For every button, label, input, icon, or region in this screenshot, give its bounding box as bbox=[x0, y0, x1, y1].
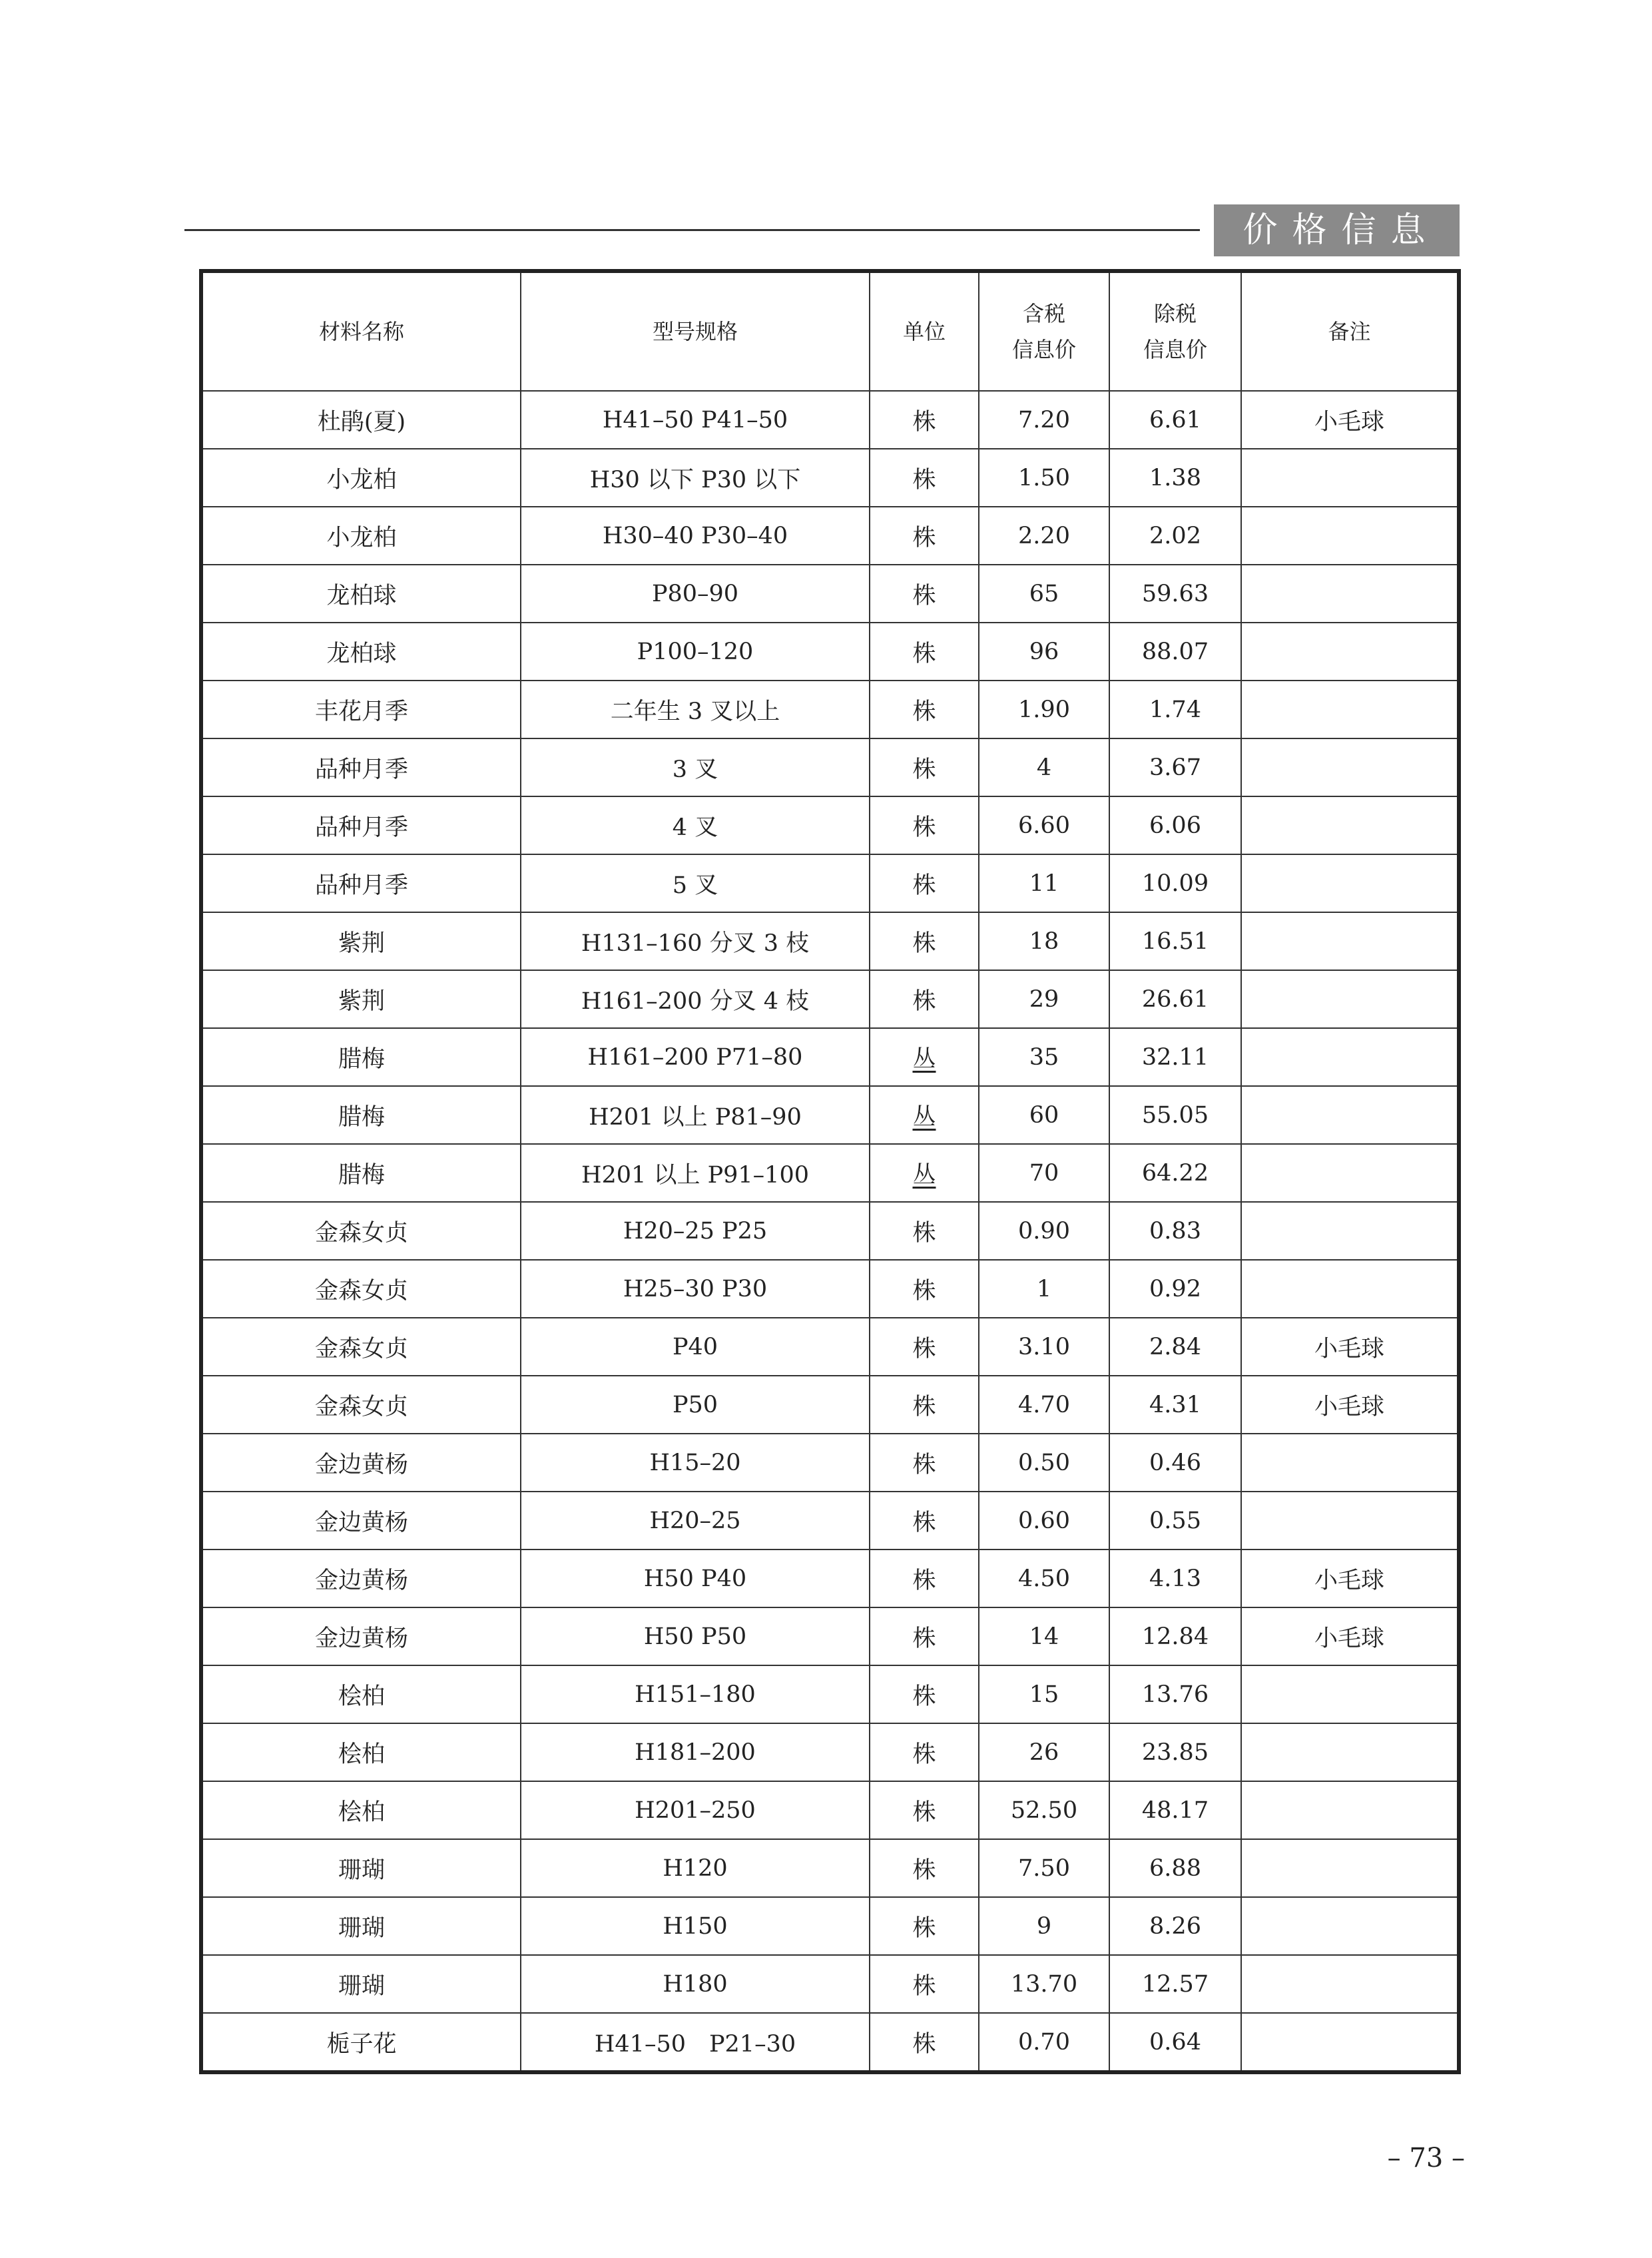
column-header-price-tax-incl bbox=[979, 271, 1109, 391]
cell-spec: H30 以下 P30 以下 bbox=[521, 449, 870, 507]
cell-name: 珊瑚 bbox=[201, 1955, 521, 2013]
table-row bbox=[201, 1665, 1459, 1723]
cell-name: 栀子花 bbox=[201, 2013, 521, 2072]
cell-unit: 丛 bbox=[870, 1086, 979, 1144]
header-rule bbox=[184, 229, 1200, 231]
cell-unit: 株 bbox=[870, 738, 979, 796]
cell-name: 金边黄杨 bbox=[201, 1492, 521, 1550]
cell-price-tax-excl: 12.84 bbox=[1109, 1607, 1241, 1665]
table-row bbox=[201, 1376, 1459, 1434]
table-row bbox=[201, 565, 1459, 623]
cell-spec: P50 bbox=[521, 1376, 870, 1434]
table-row bbox=[201, 1607, 1459, 1665]
cell-unit: 株 bbox=[870, 391, 979, 449]
cell-price-tax-excl: 59.63 bbox=[1109, 565, 1241, 623]
column-header-price-tax-excl-line1: 除税 bbox=[1153, 301, 1197, 326]
cell-remark bbox=[1241, 1144, 1459, 1202]
cell-price-tax-excl: 6.06 bbox=[1109, 796, 1241, 854]
cell-remark bbox=[1241, 1897, 1459, 1955]
cell-unit: 株 bbox=[870, 1607, 979, 1665]
cell-spec: P100–120 bbox=[521, 623, 870, 681]
cell-price-tax-excl: 0.46 bbox=[1109, 1434, 1241, 1492]
column-header-price-tax-incl-line1: 含税 bbox=[1022, 301, 1065, 326]
cell-price-tax-incl: 6.60 bbox=[979, 796, 1109, 854]
cell-name: 桧柏 bbox=[201, 1665, 521, 1723]
cell-spec: H25–30 P30 bbox=[521, 1260, 870, 1318]
cell-price-tax-incl: 4 bbox=[979, 738, 1109, 796]
cell-unit: 株 bbox=[870, 1492, 979, 1550]
cell-unit: 株 bbox=[870, 796, 979, 854]
cell-price-tax-excl: 10.09 bbox=[1109, 854, 1241, 912]
cell-remark bbox=[1241, 1781, 1459, 1839]
cell-price-tax-excl: 13.76 bbox=[1109, 1665, 1241, 1723]
cell-unit: 株 bbox=[870, 1202, 979, 1260]
cell-price-tax-incl: 29 bbox=[979, 970, 1109, 1028]
column-header-price-tax-excl-line2: 信息价 bbox=[1143, 337, 1207, 362]
cell-remark bbox=[1241, 1260, 1459, 1318]
cell-unit: 株 bbox=[870, 854, 979, 912]
cell-price-tax-incl: 7.20 bbox=[979, 391, 1109, 449]
cell-price-tax-incl: 65 bbox=[979, 565, 1109, 623]
column-header-spec: 型号规格 bbox=[521, 271, 870, 391]
cell-spec: P40 bbox=[521, 1318, 870, 1376]
cell-price-tax-excl: 3.67 bbox=[1109, 738, 1241, 796]
cell-remark: 小毛球 bbox=[1241, 1318, 1459, 1376]
cell-price-tax-excl: 23.85 bbox=[1109, 1723, 1241, 1781]
cell-name: 桧柏 bbox=[201, 1723, 521, 1781]
table-row bbox=[201, 681, 1459, 738]
cell-price-tax-excl: 1.38 bbox=[1109, 449, 1241, 507]
cell-unit: 株 bbox=[870, 1318, 979, 1376]
cell-name: 紫荆 bbox=[201, 970, 521, 1028]
price-table bbox=[199, 269, 1461, 2074]
table-row bbox=[201, 507, 1459, 565]
table-body bbox=[201, 391, 1459, 2072]
cell-name: 金边黄杨 bbox=[201, 1607, 521, 1665]
table-row bbox=[201, 912, 1459, 970]
cell-price-tax-excl: 2.84 bbox=[1109, 1318, 1241, 1376]
cell-unit: 株 bbox=[870, 1434, 979, 1492]
cell-unit: 株 bbox=[870, 1781, 979, 1839]
cell-spec: H20–25 P25 bbox=[521, 1202, 870, 1260]
cell-unit: 丛 bbox=[870, 1028, 979, 1086]
cell-price-tax-incl: 3.10 bbox=[979, 1318, 1109, 1376]
cell-spec: H180 bbox=[521, 1955, 870, 2013]
cell-remark bbox=[1241, 738, 1459, 796]
table-row bbox=[201, 1492, 1459, 1550]
cell-remark bbox=[1241, 449, 1459, 507]
cell-spec: 5 叉 bbox=[521, 854, 870, 912]
cell-name: 龙柏球 bbox=[201, 565, 521, 623]
cell-price-tax-excl: 4.31 bbox=[1109, 1376, 1241, 1434]
cell-price-tax-incl: 15 bbox=[979, 1665, 1109, 1723]
cell-unit: 株 bbox=[870, 1955, 979, 2013]
cell-name: 腊梅 bbox=[201, 1086, 521, 1144]
cell-spec: H151–180 bbox=[521, 1665, 870, 1723]
cell-price-tax-incl: 4.50 bbox=[979, 1550, 1109, 1607]
cell-price-tax-excl: 4.13 bbox=[1109, 1550, 1241, 1607]
cell-price-tax-incl: 1 bbox=[979, 1260, 1109, 1318]
cell-spec: H201 以上 P81–90 bbox=[521, 1086, 870, 1144]
cell-name: 龙柏球 bbox=[201, 623, 521, 681]
cell-price-tax-excl: 6.61 bbox=[1109, 391, 1241, 449]
cell-unit: 株 bbox=[870, 1260, 979, 1318]
table-row bbox=[201, 1897, 1459, 1955]
cell-price-tax-incl: 7.50 bbox=[979, 1839, 1109, 1897]
cell-price-tax-incl: 13.70 bbox=[979, 1955, 1109, 2013]
cell-spec: H201–250 bbox=[521, 1781, 870, 1839]
cell-price-tax-incl: 18 bbox=[979, 912, 1109, 970]
cell-name: 品种月季 bbox=[201, 796, 521, 854]
table-row bbox=[201, 738, 1459, 796]
cell-price-tax-incl: 0.60 bbox=[979, 1492, 1109, 1550]
cell-price-tax-incl: 14 bbox=[979, 1607, 1109, 1665]
cell-price-tax-incl: 11 bbox=[979, 854, 1109, 912]
table-row bbox=[201, 391, 1459, 449]
table-row bbox=[201, 449, 1459, 507]
cell-spec: H120 bbox=[521, 1839, 870, 1897]
table-row bbox=[201, 1144, 1459, 1202]
table-row bbox=[201, 1434, 1459, 1492]
cell-remark bbox=[1241, 1028, 1459, 1086]
cell-remark bbox=[1241, 681, 1459, 738]
cell-remark: 小毛球 bbox=[1241, 1607, 1459, 1665]
cell-price-tax-incl: 1.90 bbox=[979, 681, 1109, 738]
cell-price-tax-excl: 88.07 bbox=[1109, 623, 1241, 681]
table-row bbox=[201, 1202, 1459, 1260]
table-row bbox=[201, 1260, 1459, 1318]
section-title: 价格信息 bbox=[1214, 204, 1460, 256]
cell-price-tax-excl: 0.64 bbox=[1109, 2013, 1241, 2072]
cell-price-tax-incl: 4.70 bbox=[979, 1376, 1109, 1434]
cell-price-tax-incl: 1.50 bbox=[979, 449, 1109, 507]
table-row bbox=[201, 1781, 1459, 1839]
cell-price-tax-excl: 26.61 bbox=[1109, 970, 1241, 1028]
cell-unit: 株 bbox=[870, 912, 979, 970]
cell-spec: H181–200 bbox=[521, 1723, 870, 1781]
cell-spec: H201 以上 P91–100 bbox=[521, 1144, 870, 1202]
cell-remark bbox=[1241, 2013, 1459, 2072]
table-row bbox=[201, 1086, 1459, 1144]
cell-unit: 株 bbox=[870, 1723, 979, 1781]
cell-price-tax-excl: 6.88 bbox=[1109, 1839, 1241, 1897]
column-header-price-tax-excl bbox=[1109, 271, 1241, 391]
cell-spec: 4 叉 bbox=[521, 796, 870, 854]
cell-spec: H30–40 P30–40 bbox=[521, 507, 870, 565]
cell-price-tax-incl: 26 bbox=[979, 1723, 1109, 1781]
cell-unit: 株 bbox=[870, 2013, 979, 2072]
cell-name: 丰花月季 bbox=[201, 681, 521, 738]
cell-price-tax-incl: 35 bbox=[979, 1028, 1109, 1086]
cell-price-tax-excl: 16.51 bbox=[1109, 912, 1241, 970]
cell-spec: H131–160 分叉 3 枝 bbox=[521, 912, 870, 970]
cell-remark bbox=[1241, 796, 1459, 854]
cell-spec: 二年生 3 叉以上 bbox=[521, 681, 870, 738]
table-row bbox=[201, 970, 1459, 1028]
cell-price-tax-incl: 60 bbox=[979, 1086, 1109, 1144]
cell-name: 金边黄杨 bbox=[201, 1550, 521, 1607]
cell-price-tax-excl: 32.11 bbox=[1109, 1028, 1241, 1086]
cell-remark bbox=[1241, 623, 1459, 681]
table-row bbox=[201, 1550, 1459, 1607]
cell-price-tax-incl: 0.50 bbox=[979, 1434, 1109, 1492]
cell-name: 小龙柏 bbox=[201, 449, 521, 507]
page-number: – 73 – bbox=[1387, 2143, 1465, 2173]
cell-name: 金森女贞 bbox=[201, 1202, 521, 1260]
cell-name: 腊梅 bbox=[201, 1144, 521, 1202]
cell-remark bbox=[1241, 565, 1459, 623]
cell-unit: 株 bbox=[870, 623, 979, 681]
cell-remark: 小毛球 bbox=[1241, 391, 1459, 449]
table-row bbox=[201, 1723, 1459, 1781]
cell-remark bbox=[1241, 912, 1459, 970]
table-row bbox=[201, 796, 1459, 854]
cell-price-tax-excl: 0.92 bbox=[1109, 1260, 1241, 1318]
cell-spec: H150 bbox=[521, 1897, 870, 1955]
cell-remark bbox=[1241, 507, 1459, 565]
cell-unit: 株 bbox=[870, 507, 979, 565]
cell-price-tax-excl: 0.83 bbox=[1109, 1202, 1241, 1260]
cell-name: 腊梅 bbox=[201, 1028, 521, 1086]
cell-name: 杜鹃(夏) bbox=[201, 391, 521, 449]
cell-name: 珊瑚 bbox=[201, 1839, 521, 1897]
cell-remark bbox=[1241, 1434, 1459, 1492]
cell-price-tax-excl: 0.55 bbox=[1109, 1492, 1241, 1550]
table-row bbox=[201, 1839, 1459, 1897]
cell-unit: 株 bbox=[870, 681, 979, 738]
cell-remark bbox=[1241, 1955, 1459, 2013]
table-header-row bbox=[201, 271, 1459, 391]
cell-spec: H161–200 P71–80 bbox=[521, 1028, 870, 1086]
cell-name: 金森女贞 bbox=[201, 1260, 521, 1318]
cell-remark bbox=[1241, 970, 1459, 1028]
table-row bbox=[201, 854, 1459, 912]
cell-unit: 株 bbox=[870, 1839, 979, 1897]
cell-unit: 株 bbox=[870, 449, 979, 507]
cell-remark: 小毛球 bbox=[1241, 1550, 1459, 1607]
cell-spec: H20–25 bbox=[521, 1492, 870, 1550]
cell-price-tax-incl: 9 bbox=[979, 1897, 1109, 1955]
table-row bbox=[201, 1955, 1459, 2013]
column-header-name: 材料名称 bbox=[201, 271, 521, 391]
cell-price-tax-excl: 2.02 bbox=[1109, 507, 1241, 565]
cell-unit: 株 bbox=[870, 1665, 979, 1723]
cell-spec: H15–20 bbox=[521, 1434, 870, 1492]
cell-price-tax-incl: 2.20 bbox=[979, 507, 1109, 565]
cell-remark bbox=[1241, 1492, 1459, 1550]
cell-spec: H50 P40 bbox=[521, 1550, 870, 1607]
table-row bbox=[201, 623, 1459, 681]
cell-price-tax-incl: 52.50 bbox=[979, 1781, 1109, 1839]
cell-name: 品种月季 bbox=[201, 738, 521, 796]
cell-spec: H41–50 P21–30 bbox=[521, 2013, 870, 2072]
cell-spec: H50 P50 bbox=[521, 1607, 870, 1665]
cell-unit: 株 bbox=[870, 1376, 979, 1434]
cell-name: 紫荆 bbox=[201, 912, 521, 970]
cell-price-tax-excl: 12.57 bbox=[1109, 1955, 1241, 2013]
cell-name: 桧柏 bbox=[201, 1781, 521, 1839]
cell-price-tax-incl: 96 bbox=[979, 623, 1109, 681]
cell-remark bbox=[1241, 1086, 1459, 1144]
cell-price-tax-excl: 64.22 bbox=[1109, 1144, 1241, 1202]
cell-unit: 株 bbox=[870, 970, 979, 1028]
cell-spec: H161–200 分叉 4 枝 bbox=[521, 970, 870, 1028]
cell-name: 金森女贞 bbox=[201, 1318, 521, 1376]
cell-price-tax-excl: 48.17 bbox=[1109, 1781, 1241, 1839]
table-row bbox=[201, 1318, 1459, 1376]
cell-remark bbox=[1241, 1202, 1459, 1260]
cell-name: 小龙柏 bbox=[201, 507, 521, 565]
cell-name: 金边黄杨 bbox=[201, 1434, 521, 1492]
column-header-price-tax-incl-line2: 信息价 bbox=[1011, 337, 1076, 362]
cell-remark bbox=[1241, 1665, 1459, 1723]
cell-price-tax-incl: 0.90 bbox=[979, 1202, 1109, 1260]
cell-remark bbox=[1241, 1723, 1459, 1781]
cell-remark bbox=[1241, 1839, 1459, 1897]
cell-price-tax-excl: 1.74 bbox=[1109, 681, 1241, 738]
cell-spec: 3 叉 bbox=[521, 738, 870, 796]
column-header-remark: 备注 bbox=[1241, 271, 1459, 391]
cell-remark: 小毛球 bbox=[1241, 1376, 1459, 1434]
cell-unit: 株 bbox=[870, 565, 979, 623]
cell-unit: 丛 bbox=[870, 1144, 979, 1202]
cell-name: 珊瑚 bbox=[201, 1897, 521, 1955]
table-row bbox=[201, 1028, 1459, 1086]
column-header-unit: 单位 bbox=[870, 271, 979, 391]
cell-unit: 株 bbox=[870, 1897, 979, 1955]
cell-spec: H41–50 P41–50 bbox=[521, 391, 870, 449]
cell-name: 金森女贞 bbox=[201, 1376, 521, 1434]
cell-spec: P80–90 bbox=[521, 565, 870, 623]
table-row bbox=[201, 2013, 1459, 2072]
cell-unit: 株 bbox=[870, 1550, 979, 1607]
cell-name: 品种月季 bbox=[201, 854, 521, 912]
cell-price-tax-incl: 70 bbox=[979, 1144, 1109, 1202]
cell-price-tax-excl: 8.26 bbox=[1109, 1897, 1241, 1955]
cell-price-tax-incl: 0.70 bbox=[979, 2013, 1109, 2072]
cell-price-tax-excl: 55.05 bbox=[1109, 1086, 1241, 1144]
cell-remark bbox=[1241, 854, 1459, 912]
